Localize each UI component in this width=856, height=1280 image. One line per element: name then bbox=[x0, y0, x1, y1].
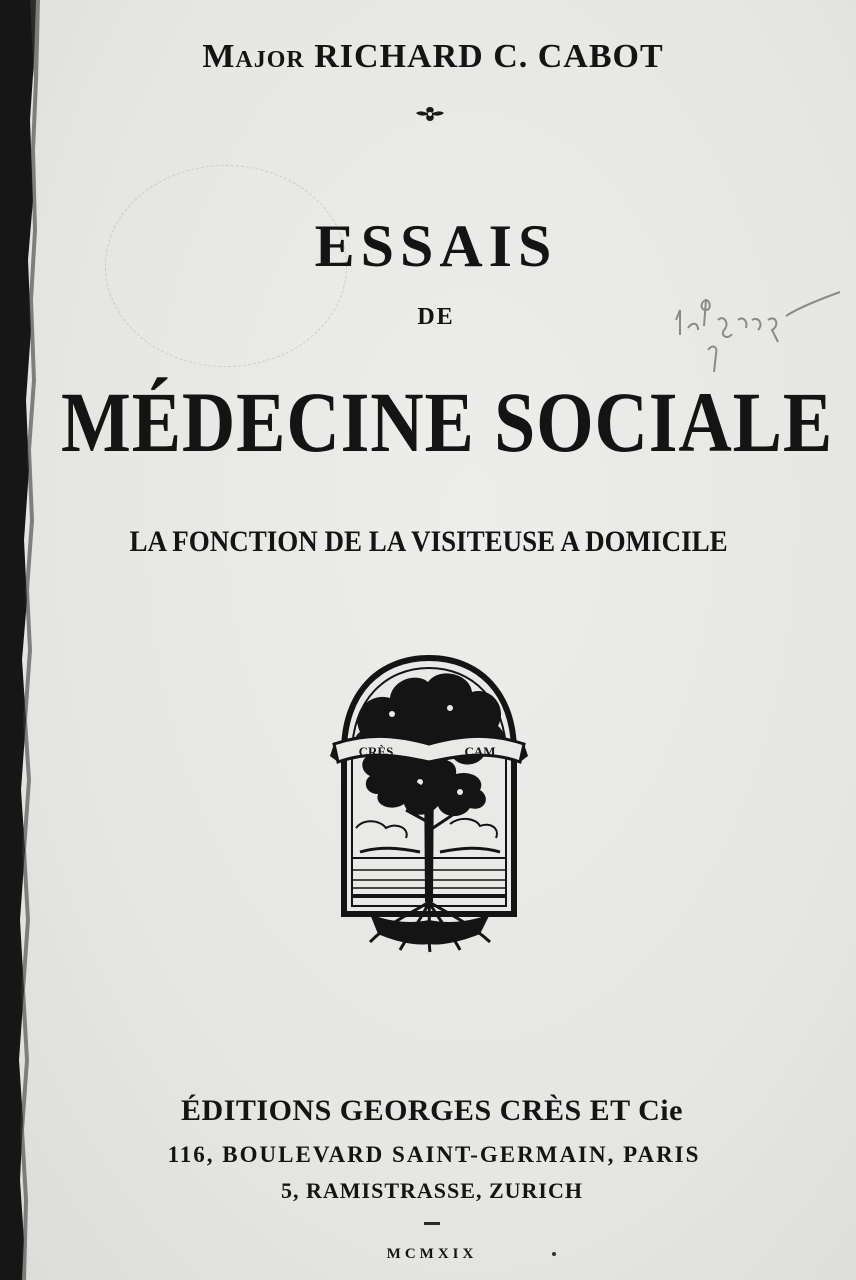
torn-spine-edge bbox=[0, 0, 46, 1280]
subtitle: LA FONCTION DE LA VISITEUSE A DOMICILE bbox=[129, 525, 728, 558]
handwritten-note bbox=[668, 280, 848, 380]
title-line-de: DE bbox=[417, 304, 455, 330]
title-line-medecine-sociale: MÉDECINE SOCIALE bbox=[61, 374, 834, 470]
ink-dot bbox=[552, 1252, 556, 1256]
emblem-left-text: CRÈS bbox=[358, 744, 394, 759]
publisher-address-zurich: 5, RAMISTRASSE, ZURICH bbox=[281, 1178, 583, 1203]
publication-year: MCMXIX bbox=[386, 1246, 478, 1262]
fleuron-icon bbox=[413, 104, 447, 124]
title-line-essais: ESSAIS bbox=[314, 213, 558, 279]
publisher-address-paris: 116, BOULEVARD SAINT-GERMAIN, PARIS bbox=[167, 1142, 701, 1167]
author-name: Major RICHARD C. CABOT bbox=[202, 38, 664, 75]
emblem-right-text: CAM bbox=[464, 744, 496, 759]
tree-emblem-icon bbox=[330, 652, 528, 954]
short-rule bbox=[424, 1222, 440, 1225]
publisher-name: ÉDITIONS GEORGES CRÈS ET Cie bbox=[181, 1094, 683, 1127]
